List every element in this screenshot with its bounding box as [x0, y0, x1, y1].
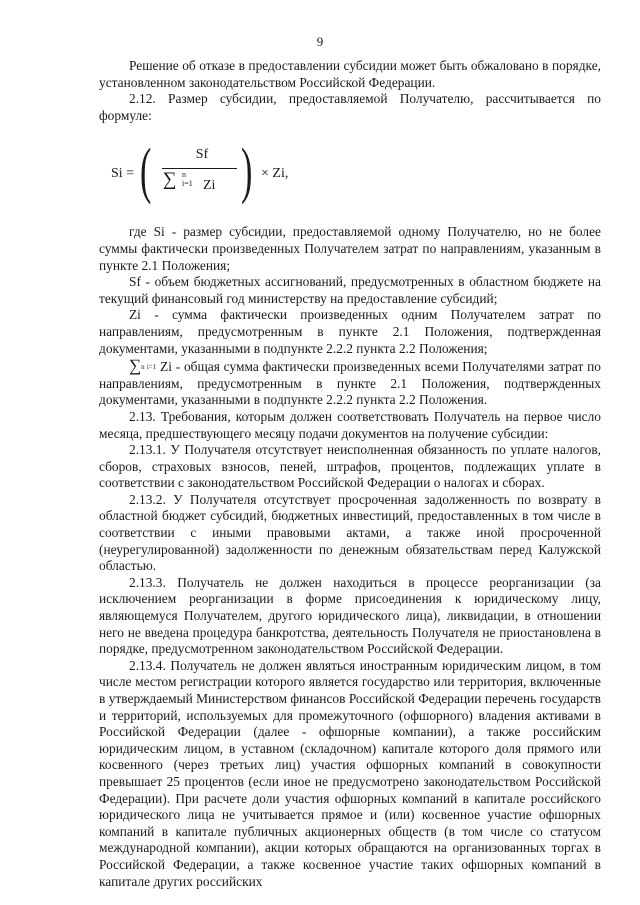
subsidy-formula: [99, 126, 601, 224]
formula-left-paren: (: [140, 137, 152, 206]
sum-limits-inline: n i=1: [141, 363, 157, 372]
paragraph-zi-definition: Zi - сумма фактически произведенных одним Получателем затрат по направлениям, предусмотренным в пункте 2.1 Положения, подтвержденная документами, указанными в подпункте 2.2.2 пункта 2.2 Положения;: [99, 307, 601, 356]
document-body: [99, 58, 601, 890]
paragraph-2-13-2: 2.13.2. У Получателя отсутствует просроченная задолженность по возврату в областной бюджет субсидий, бюджетных инвестиций, предоставленных в том числе в соответствии с иными правовыми актами, а также иной просроченной (неурегулированной) задолженности по денежным обязательствам перед Калужской областью.: [99, 491, 601, 574]
paragraph-si-definition: где Si - размер субсидии, предоставляемой одному Получателю, но не более суммы фактически произведенных Получателем затрат по направлениям, указанным в пункте 2.1 Положения;: [99, 224, 601, 273]
formula-tail: × Zi,: [261, 166, 289, 182]
sum-symbol-inline: ∑: [129, 356, 142, 376]
paragraph-2-13: 2.13. Требования, которым должен соответствовать Получатель на первое число месяца, предшествующего месяцу подачи документов на получение субсидии:: [99, 408, 601, 441]
paragraph-2-13-1: 2.13.1. У Получателя отсутствует неисполненная обязанность по уплате налогов, сборов, страховых взносов, пеней, штрафов, процентов, подлежащих уплате в соответствии с законодательством Российской Федерации о налогах и сборах.: [99, 442, 601, 491]
sum-definition-text: Zi - общая сумма фактически произведенных всеми Получателями затрат по направлениям, предусмотренным в пункте 2.1 Положения, подтвержденных документами, указанными в подпункте 2.2.2 пункта 2.2 Положения.: [99, 359, 601, 408]
paragraph-sf-definition: Sf - объем бюджетных ассигнований, предусмотренных в областном бюджете на текущий финансовый год министерству на предоставление субсидий;: [99, 274, 601, 306]
paragraph-2-13-4: 2.13.4. Получатель не должен являться иностранным юридическим лицом, в том числе местом регистрации которого является государство или территория, включенные в утверждаемый Министерством финансов Российской Федерации перечень государств и территорий, используемых для промежуточного (офшорного) владения активами в Российской Федерации (далее - офшорные компании), а также российским юридическим лицом, в уставном (складочном) капитале которого доля прямого или косвенного (через третьих лиц) участия офшорных компаний в совокупности превышает 25 процентов (если иное не предусмотрено законодательством Российской Федерации). При расчете доли участия офшорных компаний в капитале российского юридического лица не учитывается прямое и (или) косвенное участие офшорных компаний в капитале публичных акционерных обществ (в том числе со статусом международной компании), акции которых обращаются на организованных торгах в Российской Федерации, а также косвенное участие таких офшорных компаний в капитале других российских: [99, 657, 601, 889]
formula-denominator: [163, 169, 216, 194]
sum-limits: n i=1: [182, 170, 193, 189]
formula-numerator: Sf: [195, 147, 209, 163]
page-number: 9: [316, 34, 324, 49]
formula-denominator-term: Zi: [203, 178, 216, 194]
paragraph-sum-definition: [99, 358, 601, 409]
paragraph-appeal: Решение об отказе в предоставлении субсидии может быть обжаловано в порядке, установленном законодательством Российской Федерации.: [99, 58, 601, 90]
formula-right-paren: ): [241, 137, 253, 206]
formula-lhs: Si =: [111, 166, 135, 182]
paragraph-2-12: 2.12. Размер субсидии, предоставляемой Получателю, рассчитывается по формуле:: [99, 91, 601, 123]
sum-symbol: ∑: [163, 169, 177, 191]
paragraph-2-13-3: 2.13.3. Получатель не должен находиться в процессе реорганизации (за исключением реорганизации в форме присоединения к юридическому лицу, являющемуся Получателем, другого юридического лица), ликвидации, в отношении него не введена процедура банкротства, деятельность Получателя не приостановлена в порядке, предусмотренном законодательством Российской Федерации.: [99, 574, 601, 657]
